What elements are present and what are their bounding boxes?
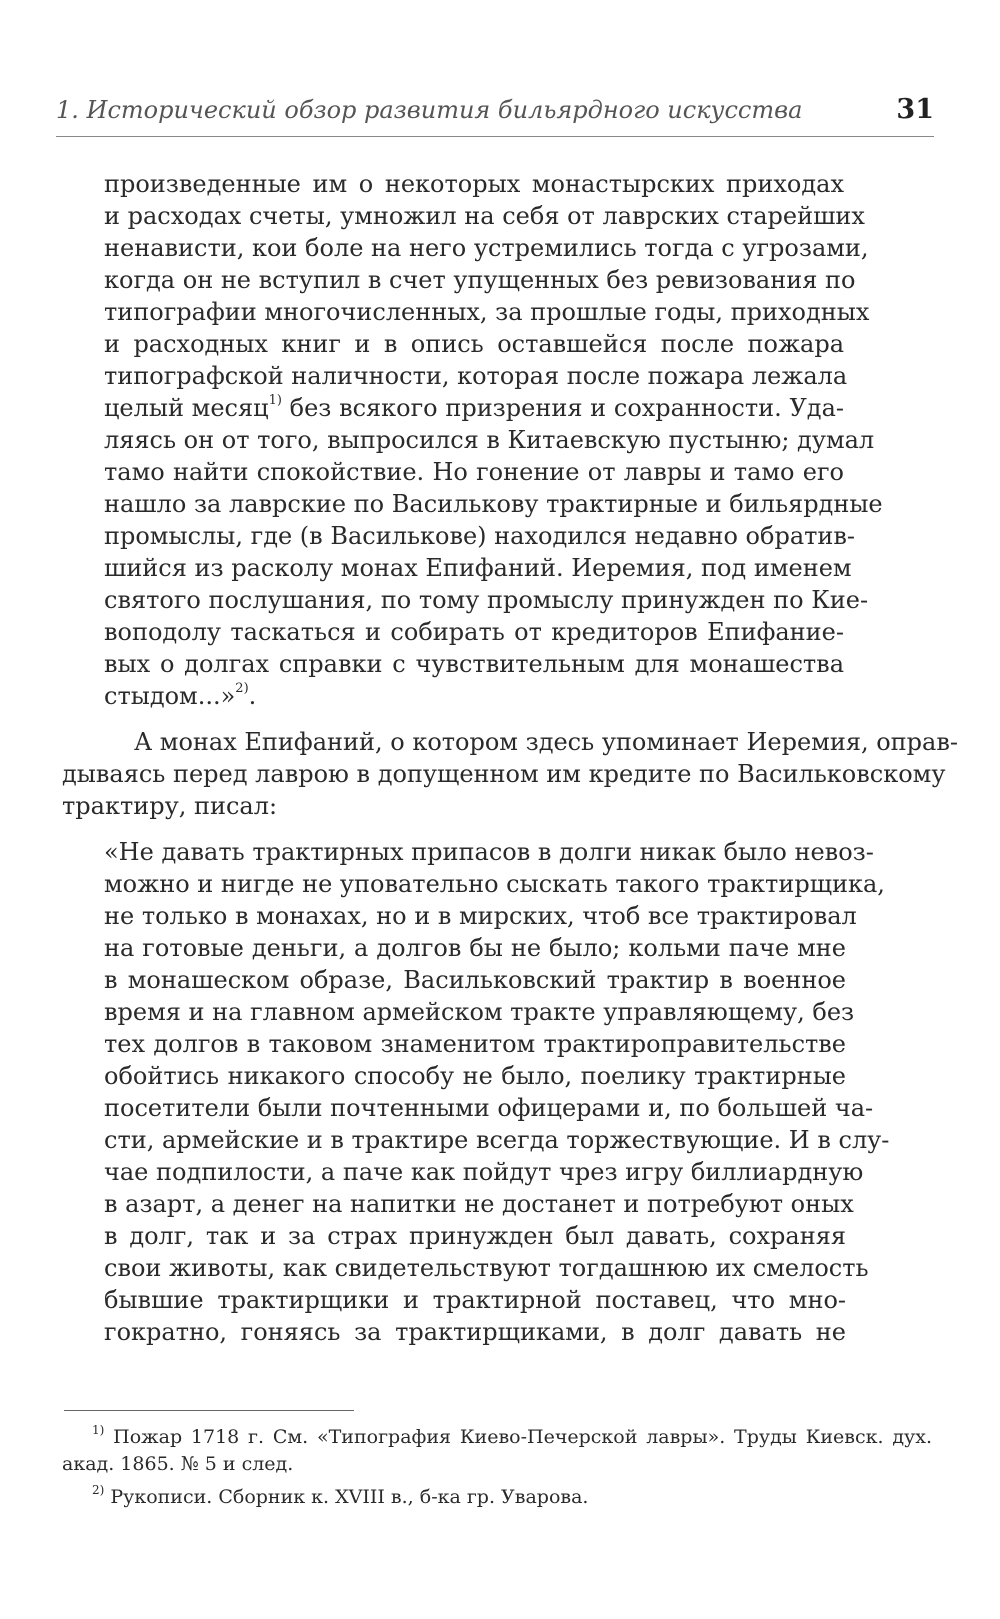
text-line: посетители были почтенными офицерами и, по большей ча- <box>104 1094 874 1122</box>
page-number: 31 <box>896 94 934 125</box>
text-line: святого послушания, по тому промыслу принужден по Кие- <box>104 586 869 614</box>
text-line: воподолу таскаться и собирать от кредиторов Епифание- <box>104 618 844 646</box>
footnote-ref-1: 1) <box>268 393 282 408</box>
text-line: можно и нигде не уповательно сыскать такого трактирщика, <box>104 870 885 898</box>
text-line: обойтись никакого способу не было, поелику трактирные <box>104 1062 846 1090</box>
text-line: сти, армейские и в трактире всегда торжествующие. И в слу- <box>104 1126 890 1154</box>
text-line: не только в монахах, но и в мирских, чтоб все трактировал <box>104 902 857 930</box>
footnote-text: Пожар 1718 г. См. «Типография Киево-Печерской лавры». Труды Киевск. дух. <box>104 1426 932 1448</box>
text-line: в азарт, а денег на напитки не достанет и потребуют оных <box>104 1190 854 1218</box>
text-line: вых о долгах справки с чувствительным для монашества <box>104 650 844 678</box>
text-line: свои животы, как свидетельствуют тогдашнюю их смелость <box>104 1254 869 1282</box>
footnote-1-continuation: акад. 1865. № 5 и след. <box>62 1453 294 1475</box>
running-head: 1. Исторический обзор развития бильярдного искусства <box>56 96 803 124</box>
text-line: произведенные им о некоторых монастырских приходах <box>104 170 844 198</box>
text-line: в долг, так и за страх принужден был давать, сохраняя <box>104 1222 846 1250</box>
text-line: и расходных книг и в опись оставшейся после пожара <box>104 330 844 358</box>
text-line: промыслы, где (в Василькове) находился недавно обратив- <box>104 522 856 550</box>
text-line: когда он не вступил в счет упущенных без ревизования по <box>104 266 856 294</box>
text-run: без всякого призрения и сохранности. Уда- <box>281 394 844 422</box>
text-line: типографии многочисленных, за прошлые годы, приходных <box>104 298 870 326</box>
footnote-text: Рукописи. Сборник к. XVIII в., б-ка гр. Уварова. <box>104 1486 589 1508</box>
text-line: А монах Епифаний, о котором здесь упоминает Иеремия, оправ- <box>134 728 958 756</box>
text-line-with-note <box>104 680 844 712</box>
text-line: на готовые деньги, а долгов бы не было; кольми паче мне <box>104 934 846 962</box>
text-line: шийся из расколу монах Епифаний. Иеремия, под именем <box>104 554 852 582</box>
text-line-with-note <box>104 392 844 424</box>
text-line: чае подпилости, а паче как пойдут чрез игру биллиардную <box>104 1158 864 1186</box>
text-run: стыдом...» <box>104 682 236 710</box>
text-line: тамо найти спокойствие. Но гонение от лавры и тамо его <box>104 458 844 486</box>
footnote-1 <box>92 1424 932 1450</box>
text-line: бывшие трактирщики и трактирной поставец, что мно- <box>104 1286 846 1314</box>
running-header <box>56 96 934 137</box>
text-line: трактиру, писал: <box>62 792 278 820</box>
text-line: ненависти, кои боле на него устремились тогда с угрозами, <box>104 234 869 262</box>
text-line: типографской наличности, которая после пожара лежала <box>104 362 848 390</box>
footnote-mark: 2) <box>92 1483 105 1497</box>
text-run: . <box>248 682 257 710</box>
text-line: в монашеском образе, Васильковский трактир в военное <box>104 966 846 994</box>
text-run: целый месяц <box>104 394 269 422</box>
text-line: время и на главном армейском тракте управляющему, без <box>104 998 855 1026</box>
text-line: гократно, гоняясь за трактирщиками, в долг давать не <box>104 1318 846 1346</box>
text-line: ляясь он от того, выпросился в Китаевскую пустыню; думал <box>104 426 875 454</box>
text-line: «Не давать трактирных припасов в долги никак было невоз- <box>104 838 874 866</box>
footnote-mark: 1) <box>92 1423 105 1437</box>
footnote-2 <box>92 1484 932 1510</box>
footnote-ref-2: 2) <box>235 681 249 696</box>
text-line: дываясь перед лаврою в допущенном им кредите по Васильковскому <box>62 760 946 788</box>
text-line: нашло за лаврские по Василькову трактирные и бильярдные <box>104 490 883 518</box>
footnote-divider <box>64 1410 354 1411</box>
text-line: тех долгов в таковом знаменитом трактироправительстве <box>104 1030 846 1058</box>
text-line: и расходах счеты, умножил на себя от лаврских старейших <box>104 202 865 230</box>
